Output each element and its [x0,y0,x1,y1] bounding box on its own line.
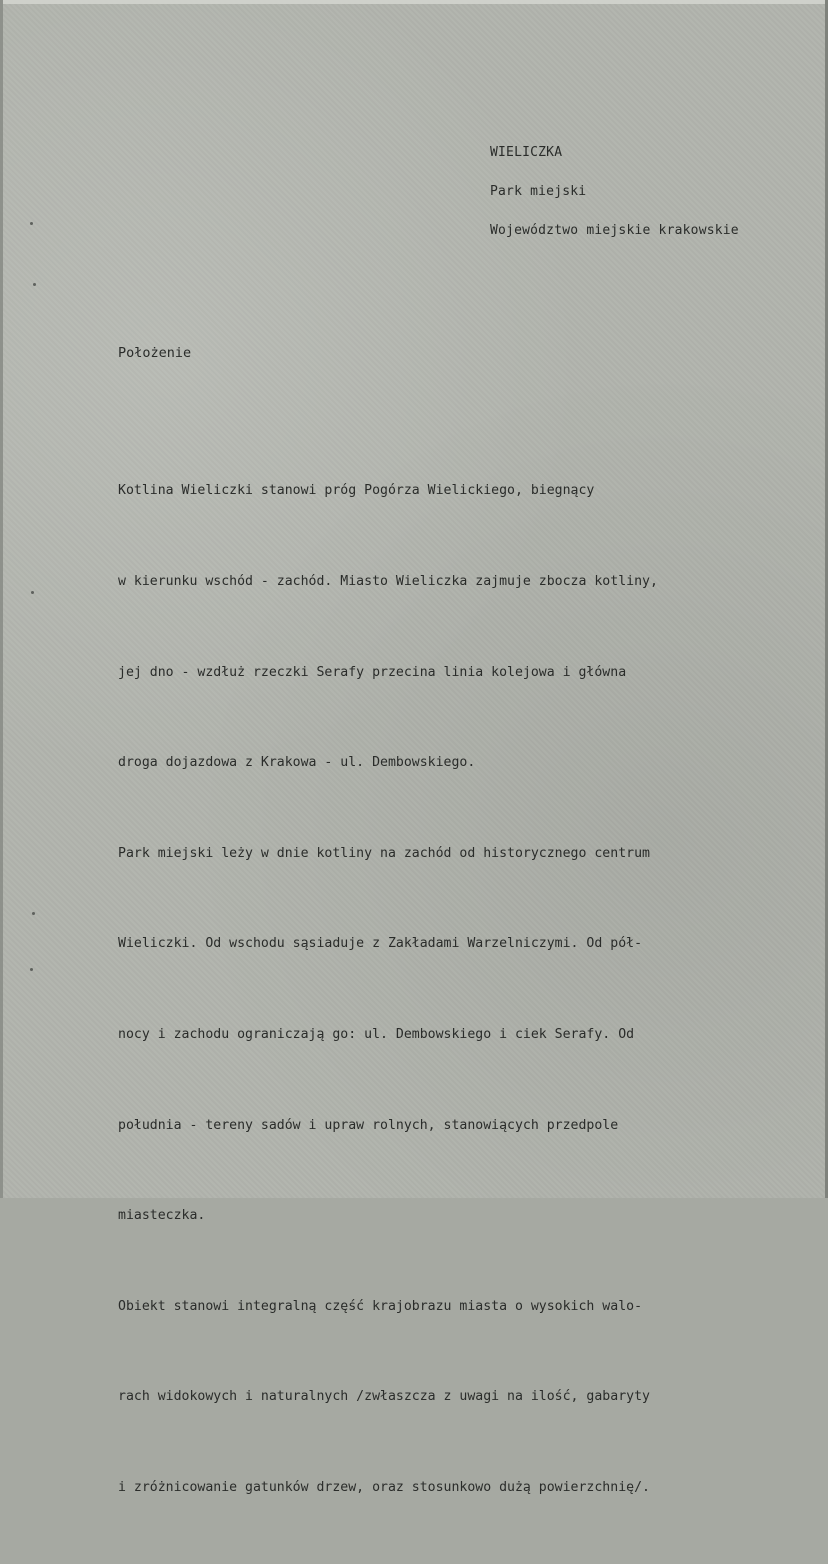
body-line: droga dojazdowa z Krakowa - ul. Dembowskiego. [118,755,476,771]
body-line: jej dno - wzdłuż rzeczki Serafy przecina linia kolejowa i główna [118,664,627,680]
paper-speck [30,222,33,225]
body-line: Park miejski leży w dnie kotliny na zachód od historycznego centrum [118,845,650,861]
body-paragraphs [118,416,818,1564]
heading-voivodeship: Województwo miejskie krakowskie [490,223,739,238]
paper-speck [30,968,33,971]
body-line: i zróżnicowanie gatunków drzew, oraz stosunkowo dużą powierzchnię/. [118,1479,650,1495]
body-line: nocy i zachodu ograniczają go: ul. Dembowskiego i ciek Serafy. Od [118,1026,635,1042]
document-heading [490,133,739,250]
heading-town: WIELICZKA [490,145,563,160]
page-edge-left [0,0,3,1198]
page-edge-top [0,0,828,4]
body-line: Wieliczki. Od wschodu sąsiaduje z Zakładami Warzelniczymi. Od pół- [118,936,643,952]
body-line: Kotlina Wieliczki stanowi próg Pogórza Wielickiego, biegnący [118,483,595,499]
body-line: w kierunku wschód - zachód. Miasto Wieliczka zajmuje zbocza kotliny, [118,574,658,589]
paper-speck [33,283,36,286]
body-line: południa - tereny sadów i upraw rolnych, stanowiących przedpole [118,1117,619,1133]
body-line: miasteczka. [118,1208,206,1224]
heading-subject: Park miejski [490,184,587,199]
section-title: Położenie [118,345,192,361]
body-line: Obiekt stanowi integralną część krajobrazu miasta o wysokich walo- [118,1298,643,1314]
paper-speck [31,591,34,594]
paper-speck [32,912,35,915]
body-line: rach widokowych i naturalnych /zwłaszcza z uwagi na ilość, gabaryty [118,1389,650,1405]
